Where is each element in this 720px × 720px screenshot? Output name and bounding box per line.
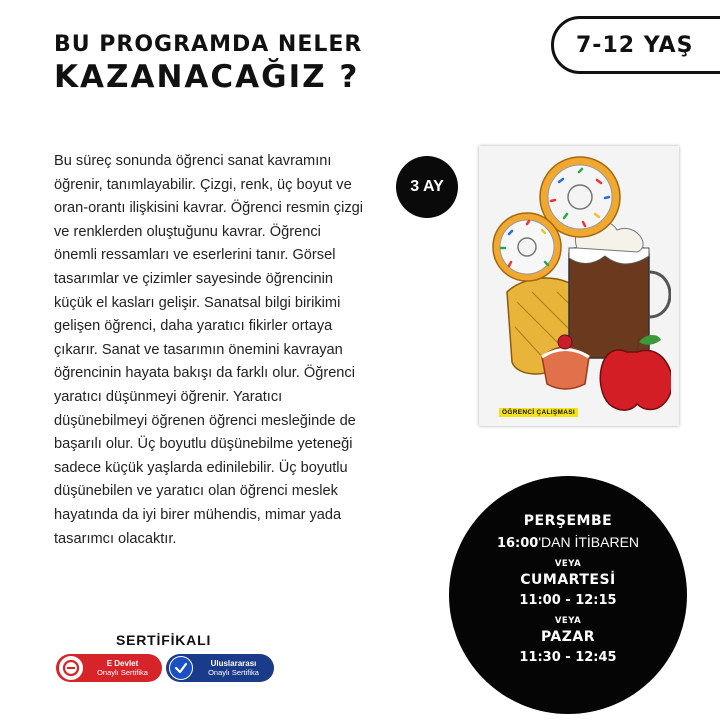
page-title [54, 34, 362, 93]
duration-badge [396, 156, 458, 218]
schedule-sunday-time: 11:30 - 12:45 [519, 650, 617, 665]
duration-label: 3 AY [410, 178, 444, 195]
title-line-1: BU PROGRAMDA NELER [54, 32, 363, 57]
age-range-label: 7-12 YAŞ [576, 32, 694, 58]
international-certificate-line1: Uluslararası [210, 659, 257, 668]
program-description: Bu süreç sonunda öğrenci sanat kavramını öğrenir, tanımlayabilir. Çizgi, renk, üç boyut ve oran-orantı ilişkisini kavrar. Öğrenci resmin çizgi ve renklerden oluştuğunu kavrar. Öğrenci önemli ressamları ve eserlerini tanır. Görsel tasarımlar ve çizimler sayesinde öğrencinin küçük el kasları gelişir. Sanatsal bilgi birikimi gelişen öğrenci, daha yaratıcı fikirler ortaya çıkarır. Sanat ve tasarımın önemini kavrayan öğrencinin hayata bakışı da farklı olur. Öğrenci yaratıcı düşünmeyi öğrenir. Yaratıcı düşünebilmeyi öğrenen öğrenci mesleğinde de başarılı olur. Üç boyutlu düşünebilme yeteneği sadece küçük yaşlarda edinilebilir. Üç boyutlu düşünebilen ve yaratıcı olan öğrenci meslek hayatında da iyi birer mühendis, mimar yada tasarımcı olacaktır. [54, 153, 363, 547]
schedule-day-thursday: PERŞEMBE [523, 513, 613, 529]
certificate-title: SERTİFİKALI [116, 632, 212, 648]
international-certificate-line2: Onaylı Sertifika [208, 668, 259, 677]
schedule-or-2: VEYA [554, 616, 582, 626]
edevlet-certificate-line2: Onaylı Sertifika [97, 668, 148, 677]
schedule-day-saturday: CUMARTESİ [520, 572, 616, 588]
edevlet-certificate-badge [56, 654, 162, 682]
edevlet-logo-icon [59, 656, 83, 680]
age-range-badge [551, 16, 720, 74]
schedule-thursday-hour: 16:00 [496, 536, 539, 551]
edevlet-certificate-text [83, 659, 162, 677]
schedule-saturday-time: 11:00 - 12:15 [519, 593, 617, 608]
international-certificate-badge [166, 654, 274, 682]
schedule-circle [449, 476, 687, 714]
schedule-thursday-time [449, 532, 687, 554]
student-artwork [479, 146, 679, 426]
dessert-drawing-image [487, 152, 671, 422]
schedule-or-1: VEYA [554, 559, 582, 569]
artwork-caption: ÖĞRENCİ ÇALIŞMASI [499, 408, 578, 417]
schedule-day-sunday: PAZAR [540, 629, 596, 645]
schedule-thursday-suffix: 'DAN İTİBAREN [538, 534, 640, 550]
edevlet-certificate-line1: E Devlet [106, 659, 139, 668]
international-certificate-text [193, 659, 274, 677]
checkmark-icon [169, 656, 193, 680]
title-line-2: KAZANACAĞIZ ? [54, 59, 360, 95]
